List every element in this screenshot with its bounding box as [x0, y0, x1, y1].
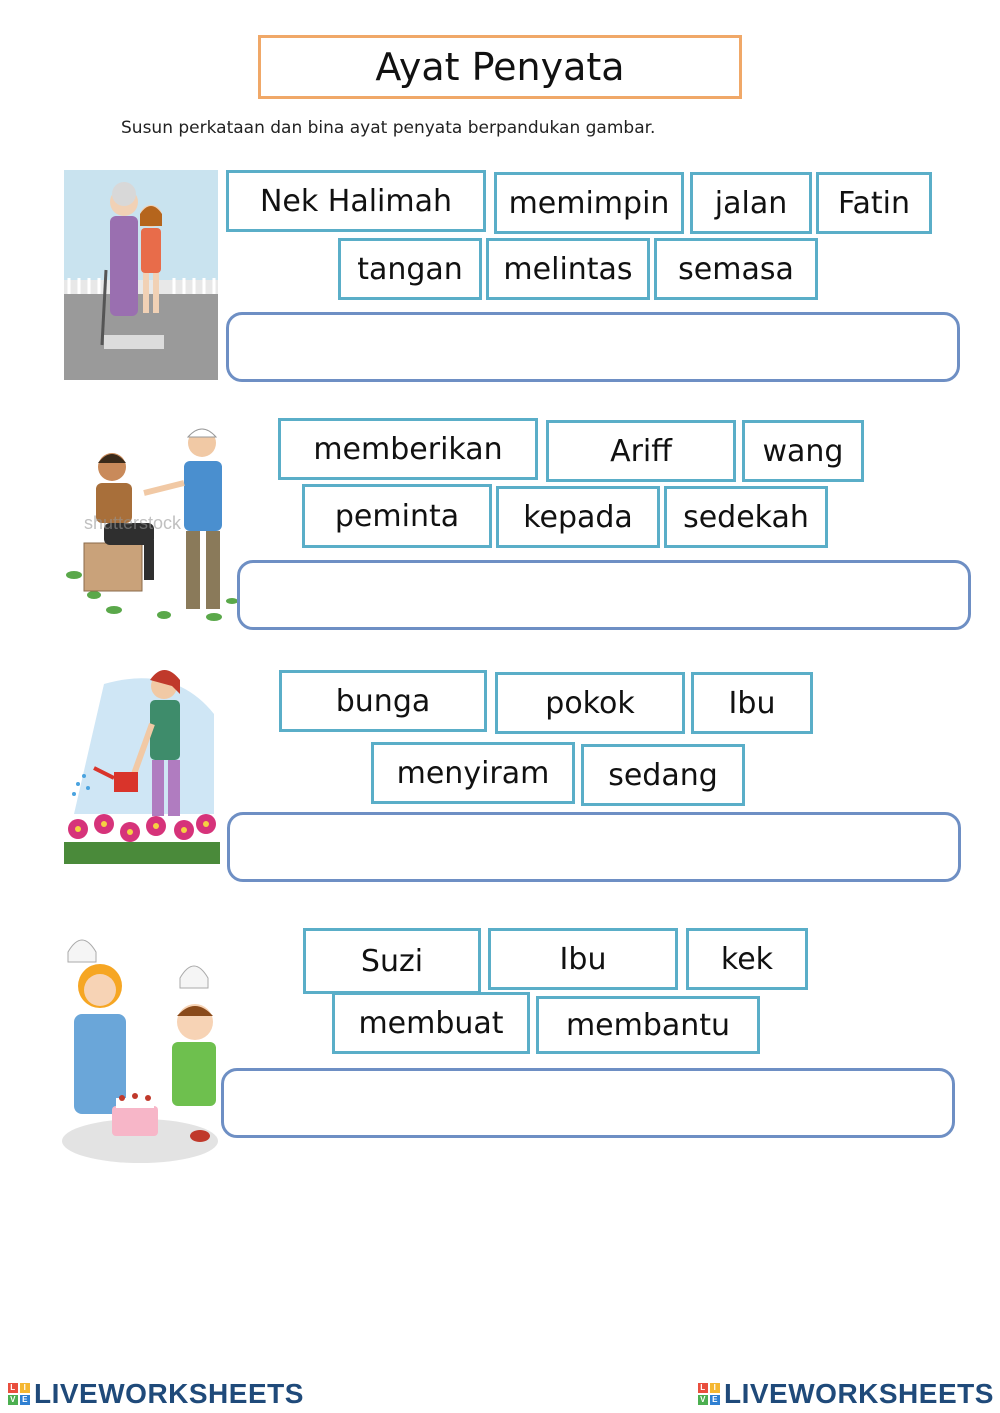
word-tile[interactable]: melintas — [486, 238, 650, 300]
answer-box[interactable] — [221, 1068, 955, 1138]
word-tile[interactable]: sedang — [581, 744, 745, 806]
word-tile[interactable]: Ibu — [691, 672, 813, 734]
answer-box[interactable] — [237, 560, 971, 630]
answer-box[interactable] — [227, 812, 961, 882]
word-tile[interactable]: membantu — [536, 996, 760, 1054]
word-tile[interactable]: Suzi — [303, 928, 481, 994]
word-tile[interactable]: Fatin — [816, 172, 932, 234]
answer-box[interactable] — [226, 312, 960, 382]
word-tile[interactable]: Ibu — [488, 928, 678, 990]
liveworksheets-logo-icon: L I V E — [698, 1383, 720, 1405]
word-tile[interactable]: memimpin — [494, 172, 684, 234]
word-tile[interactable]: wang — [742, 420, 864, 482]
footer-brand-right[interactable] — [698, 1378, 994, 1410]
word-tile[interactable]: kek — [686, 928, 808, 990]
word-tile[interactable]: Ariff — [546, 420, 736, 482]
word-tile[interactable]: membuat — [332, 992, 530, 1054]
giving-money-to-beggar-image — [64, 405, 240, 627]
word-tile[interactable]: kepada — [496, 486, 660, 548]
watermark-text: shutterstock — [84, 513, 182, 533]
word-tile[interactable]: memberikan — [278, 418, 538, 480]
word-tile[interactable]: peminta — [302, 484, 492, 548]
grandmother-crossing-road-image — [64, 170, 218, 380]
word-tile[interactable]: menyiram — [371, 742, 575, 804]
mother-and-child-baking-cake-image — [60, 926, 220, 1166]
word-tile[interactable]: jalan — [690, 172, 812, 234]
instruction-text: Susun perkataan dan bina ayat penyata berpandukan gambar. — [121, 118, 656, 138]
page-title: Ayat Penyata — [258, 35, 742, 99]
footer-brand-left[interactable] — [8, 1378, 304, 1410]
word-tile[interactable]: Nek Halimah — [226, 170, 486, 232]
word-tile[interactable]: bunga — [279, 670, 487, 732]
word-tile[interactable]: sedekah — [664, 486, 828, 548]
brand-text: LIVEWORKSHEETS — [34, 1378, 304, 1409]
mother-watering-flowers-image — [64, 664, 220, 868]
word-tile[interactable]: semasa — [654, 238, 818, 300]
liveworksheets-logo-icon: L I V E — [8, 1383, 30, 1405]
word-tile[interactable]: pokok — [495, 672, 685, 734]
word-tile[interactable]: tangan — [338, 238, 482, 300]
brand-text: LIVEWORKSHEETS — [724, 1378, 994, 1409]
